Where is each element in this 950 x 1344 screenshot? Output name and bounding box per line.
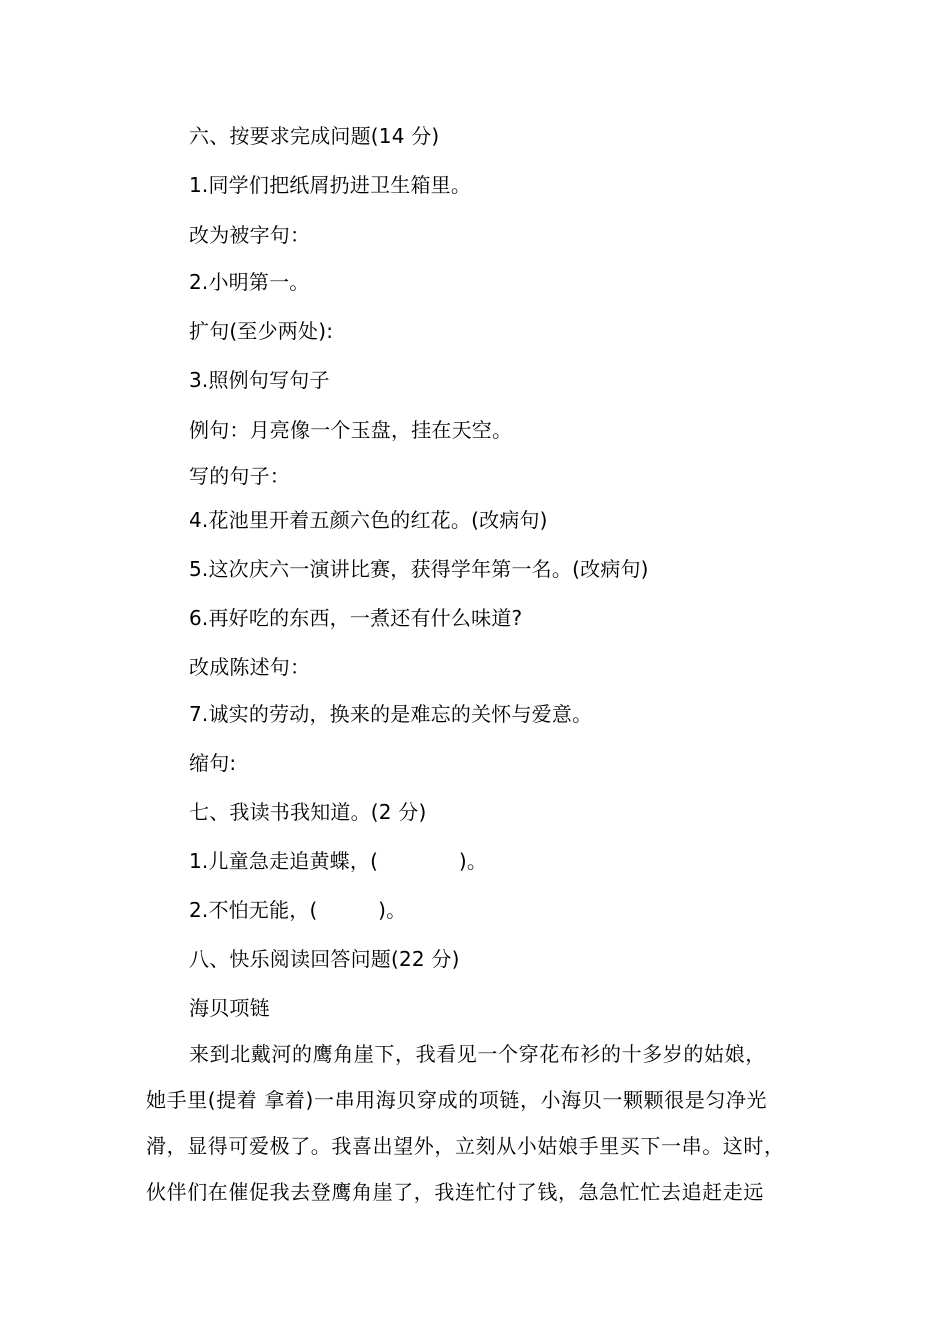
question-line: 6.再好吃的东西，一煮还有什么味道? [189, 606, 523, 630]
question-line: 1.同学们把纸屑扔进卫生箱里。 [189, 173, 472, 197]
paragraph-line: 来到北戴河的鹰角崖下，我看见一个穿花布衫的十多岁的姑娘， [189, 1042, 766, 1066]
paragraph-line: 滑，显得可爱极了。我喜出望外，立刻从小姑娘手里买下一串。这时， [146, 1134, 785, 1158]
example-line: 例句：月亮像一个玉盘，挂在天空。 [189, 418, 513, 442]
question-line: 2.不怕无能，( )。 [189, 898, 407, 922]
section-8-heading: 八、快乐阅读回答问题(22 分) [189, 947, 460, 971]
instruction-line: 改为被字句： [189, 223, 311, 247]
passage-title: 海贝项链 [189, 996, 270, 1020]
paragraph-line: 她手里(提着 拿着)一串用海贝穿成的项链，小海贝一颗颗很是匀净光 [146, 1088, 768, 1112]
section-7-heading: 七、我读书我知道。(2 分) [189, 800, 427, 824]
instruction-line: 改成陈述句： [189, 655, 311, 679]
passage-paragraph [146, 1031, 806, 1215]
section-6-heading: 六、按要求完成问题(14 分) [189, 124, 440, 148]
question-line: 7.诚实的劳动，换来的是难忘的关怀与爱意。 [189, 702, 593, 726]
question-line: 1.儿童急走追黄蝶，( )。 [189, 849, 488, 873]
question-line: 3.照例句写句子 [189, 368, 330, 392]
paragraph-line: 伙伴们在催促我去登鹰角崖了，我连忙付了钱，急急忙忙去追赶走远 [146, 1180, 764, 1204]
instruction-line: 扩句(至少两处): [189, 319, 334, 343]
instruction-line: 写的句子： [189, 464, 290, 488]
instruction-line: 缩句: [189, 751, 237, 775]
question-line: 4.花池里开着五颜六色的红花。(改病句) [189, 508, 548, 532]
question-line: 5.这次庆六一演讲比赛，获得学年第一名。(改病句) [189, 557, 649, 581]
question-line: 2.小明第一。 [189, 270, 310, 294]
